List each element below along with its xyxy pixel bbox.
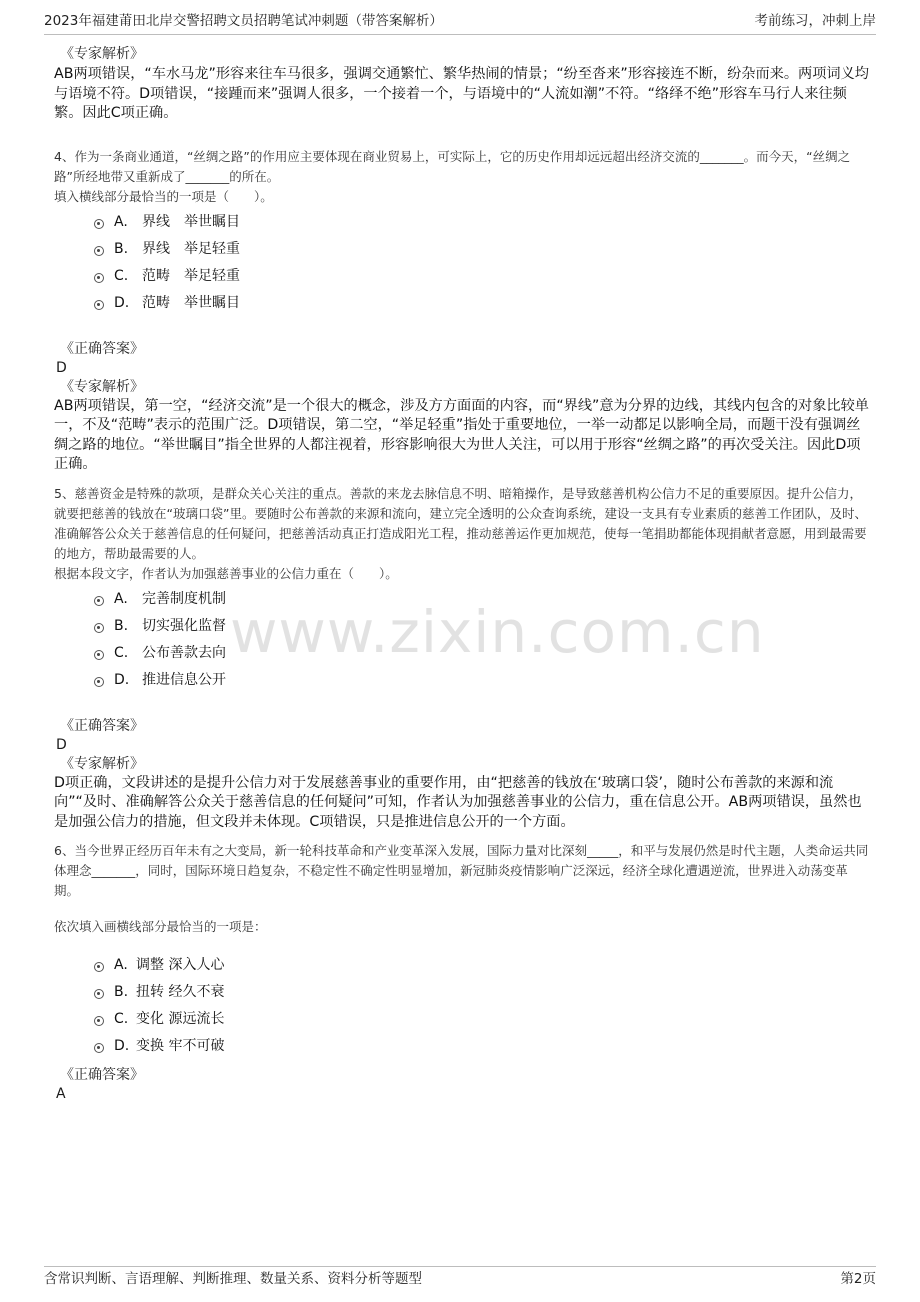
radio-icon[interactable] (94, 623, 104, 633)
option-text: 公布善款去向 (142, 644, 226, 661)
watermark: www.zixin.com.cn (230, 598, 765, 666)
question-5-options (92, 586, 872, 694)
analysis-text: AB两项错误，“车水马龙”形容来往车马很多，强调交通繁忙、繁华热闹的情景；“纷至沓来”形容接连不断，纷杂而来。两项词义均与语境不符。D项错误，“接踵而来”强调人很多，一个接着一个，与语境中的“人流如潮”不符。“络绎不绝”形容车马行人来往频繁。因此C项正确。 (54, 66, 869, 121)
option-b[interactable] (92, 613, 872, 640)
option-d[interactable] (92, 667, 872, 694)
option-letter: B. (114, 240, 129, 257)
option-text: 变换 牢不可破 (136, 1038, 225, 1054)
option-letter: B. (114, 617, 129, 634)
page-content (54, 45, 872, 1104)
option-text: 界线 举足轻重 (142, 240, 240, 257)
option-letter: D. (114, 671, 130, 688)
option-a[interactable] (92, 952, 872, 979)
answer-label: 《正确答案》 (60, 340, 144, 357)
radio-icon[interactable] (94, 1043, 104, 1053)
option-text: 扭转 经久不衰 (136, 984, 225, 1000)
radio-icon[interactable] (94, 219, 104, 229)
radio-icon[interactable] (94, 989, 104, 999)
option-text: 调整 深入人心 (136, 957, 225, 973)
document-title: 2023年福建莆田北岸交警招聘文员招聘笔试冲刺题（带答案解析） (44, 13, 443, 29)
radio-icon[interactable] (94, 300, 104, 310)
option-c[interactable] (92, 1006, 872, 1033)
option-b[interactable] (92, 236, 872, 263)
option-text: 变化 源远流长 (136, 1011, 225, 1027)
option-text: 切实强化监督 (142, 617, 226, 634)
option-letter: C. (114, 1011, 129, 1027)
option-letter: A. (114, 957, 128, 973)
page-number: 第2页 (840, 1271, 876, 1287)
radio-icon[interactable] (94, 1016, 104, 1026)
correct-answer: D (56, 359, 67, 376)
question-5-prompt: 根据本段文字，作者认为加强慈善事业的公信力重在（ ）。 (54, 565, 398, 581)
radio-icon[interactable] (94, 273, 104, 283)
analysis-label: 《专家解析》 (60, 46, 144, 62)
footer-categories: 含常识判断、言语理解、判断推理、数量关系、资料分析等题型 (44, 1271, 422, 1287)
page-footer (44, 1266, 876, 1291)
answer-label: 《正确答案》 (60, 717, 144, 734)
option-c[interactable] (92, 263, 872, 290)
question-4-prompt: 填入横线部分最恰当的一项是（ ）。 (54, 188, 273, 204)
option-letter: B. (114, 984, 129, 1000)
analysis-text: D项正确，文段讲述的是提升公信力对于发展慈善事业的重要作用，由“把慈善的钱放在‘玻璃口袋’，随时公布善款的来源和流向”“及时、准确解答公众关于慈善信息的任何疑问”可知，作者认为加强慈善事业的公信力，重在信息公开。AB两项错误，虽然也是加强公信力的措施，但文段并未体现。C项错误，只是推进信息公开的一个方面。 (54, 774, 862, 830)
radio-icon[interactable] (94, 650, 104, 660)
analysis-label: 《专家解析》 (60, 378, 144, 395)
page-header (44, 8, 876, 35)
analysis-text: AB两项错误，第一空，“经济交流”是一个很大的概念，涉及方方面面的内容，而“界线”意为分界的边线，其线内包含的对象比较单一，不及“范畴”表示的范围广泛。D项错误，第二空，“举足轻重”指处于重要地位，一举一动都足以影响全局，而题干没有强调丝绸之路的地位。“举世瞩目”指全世界的人都注视着，形容影响很大为世人关注，可以用于形容“丝绸之路”的再次受关注。因此D项正确。 (54, 397, 869, 472)
correct-answer: D (56, 736, 67, 753)
question-6-stem: 6、当今世界正经历百年未有之大变局，新一轮科技革命和产业变革深入发展，国际力量对比深刻_____，和平与发展仍然是时代主题，人类命运共同体理念_______，同时，国际环境日趋复杂，不稳定性不确定性明显增加，新冠肺炎疫情影响广泛深远，经济全球化遭遇逆流，世界进入动荡变革期。 (54, 843, 869, 898)
option-text: 范畴 举世瞩目 (142, 294, 240, 311)
radio-icon[interactable] (94, 962, 104, 972)
question-4-options (92, 209, 872, 317)
option-text: 推进信息公开 (142, 671, 226, 688)
question-5-stem: 5、慈善资金是特殊的款项，是群众关心关注的重点。善款的来龙去脉信息不明、暗箱操作，是导致慈善机构公信力不足的重要原因。提升公信力，就要把慈善的钱放在“玻璃口袋”里。要随时公布善款的来源和流向，建立完全透明的公众查询系统，建设一支具有专业素质的慈善工作团队，及时、准确解答公众关于慈善信息的任何疑问，把慈善活动真正打造成阳光工程，推动慈善运作更加规范，使每一笔捐助都能体现捐献者意愿，用到最需要的地方，帮助最需要的人。 (54, 485, 867, 561)
option-text: 完善制度机制 (142, 590, 226, 607)
option-letter: D. (114, 1038, 130, 1054)
option-letter: C. (114, 267, 129, 284)
option-d[interactable] (92, 290, 872, 317)
radio-icon[interactable] (94, 596, 104, 606)
option-letter: A. (114, 590, 128, 607)
question-6-prompt: 依次填入画横线部分最恰当的一项是： (54, 919, 267, 934)
radio-icon[interactable] (94, 677, 104, 687)
option-letter: C. (114, 644, 129, 661)
analysis-label: 《专家解析》 (60, 755, 144, 772)
answer-label: 《正确答案》 (60, 1067, 144, 1083)
header-slogan: 考前练习，冲刺上岸 (754, 13, 876, 29)
option-text: 范畴 举足轻重 (142, 267, 240, 284)
radio-icon[interactable] (94, 246, 104, 256)
option-b[interactable] (92, 979, 872, 1006)
correct-answer: A (56, 1086, 66, 1102)
option-text: 界线 举世瞩目 (142, 213, 240, 230)
option-letter: A. (114, 213, 128, 230)
question-4-stem: 4、作为一条商业通道，“丝绸之路”的作用应主要体现在商业贸易上，可实际上，它的历史作用却远远超出经济交流的_______。而今天，“丝绸之路”所经地带又重新成了_______的所在。 (54, 148, 851, 184)
option-a[interactable] (92, 586, 872, 613)
option-a[interactable] (92, 209, 872, 236)
option-letter: D. (114, 294, 130, 311)
question-6-options (92, 952, 872, 1060)
option-d[interactable] (92, 1033, 872, 1060)
option-c[interactable] (92, 640, 872, 667)
